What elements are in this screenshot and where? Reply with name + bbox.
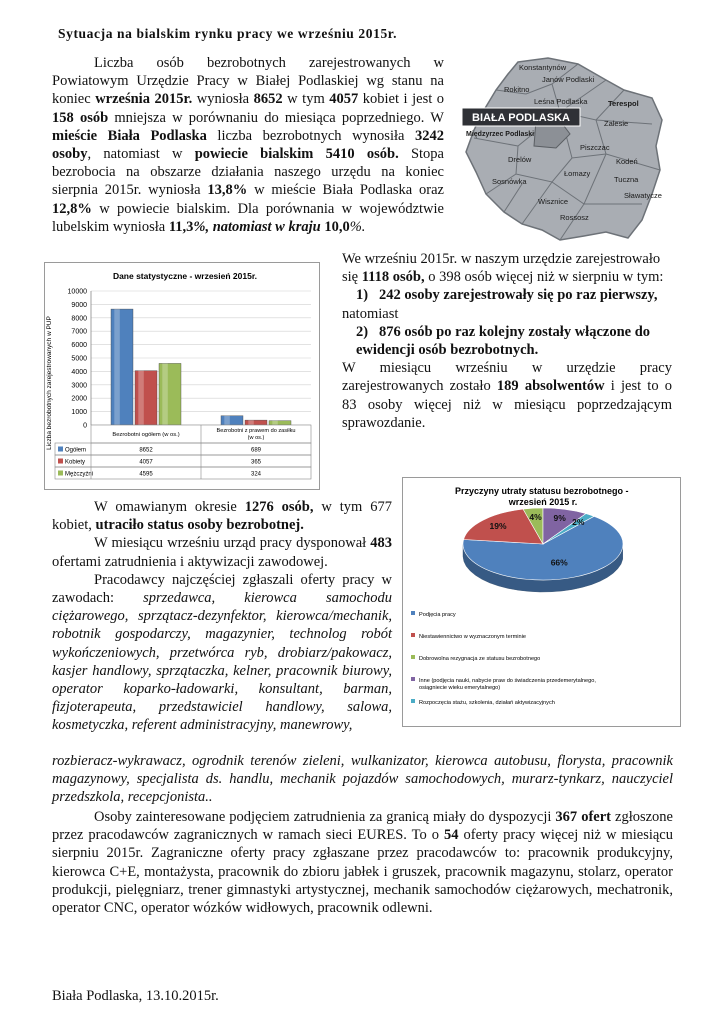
legend-swatch xyxy=(58,471,63,476)
outflow-paragraph: W omawianym okresie 1276 osób, w tym 677 kobiet, utraciło status osoby bezrobotnej. W miesiącu wrześniu urząd pracy dysponował 483 ofertami zatrudnienia i aktywizacji zawodowej. Pracodawcy najczęściej zgłaszali oferty pracy w zawodach: sprzedawca, kierowca samochodu ciężarowego, sprzątacz-dezynfektor, kierowca/mechanik, robotnik gospodarczy, magazynier, technolog robót wykończeniowych, przetwórca ryb, drobiarz/pakowacz, kasjer handlowy, sprzątaczka, kelner, pracownik biurowy, operator koparko-ładowarki, konsultant, barman, fizjoterapeuta, przedstawiciel handlowy, salowa, kosmetyczka, referent administracyjny, manewrowy, xyxy=(52,499,392,734)
legend-swatch xyxy=(411,611,415,615)
pie-data-label: 66% xyxy=(550,557,568,568)
legend-swatch xyxy=(411,699,415,703)
pie-data-label: 19% xyxy=(489,521,507,532)
map-town-label: Sławatycze xyxy=(624,191,662,200)
y-tick-label: 6000 xyxy=(71,342,87,350)
pie-chart-title-line: wrzesień 2015 r. xyxy=(508,497,578,507)
map-town-label: Piszczac xyxy=(580,143,610,152)
map-town-label: Wisznice xyxy=(538,197,569,206)
data-label: 4595 xyxy=(139,471,153,478)
bar-highlight xyxy=(272,421,278,425)
footer-date: Biała Podlaska, 13.10.2015r. xyxy=(52,988,219,1004)
intro-paragraph: Liczba osób bezrobotnych zarejestrowanych w Powiatowym Urzędzie Pracy w Białej Podlaskiej wg stanu na koniec września 2015r. wyniosła 8652 w tym 4057 kobiet i jest o 158 osób mniejsza w porównaniu do miesiąca poprzedniego. W mieście Biała Podlaska liczba bezrobotnych wynosiła 3242 osoby, natomiast w powiecie bialskim 5410 osób. Stopa bezrobocia na obszarze działania naszego urzędu na koniec sierpnia 2015r. wyniosła 13,8% w mieście Biała Podlaska oraz 12,8% w powiecie bialskim. Dla porównania w województwie lubelskim wyniosła 11,3%, natomiast w kraju 10,0%. xyxy=(52,55,445,235)
professions-continuation: rozbieracz-wykrawacz, ogrodnik terenów zieleni, wulkanizator, kierowca autobusu, florysta, pracownik magazynowy, specjalista ds. handlu, mechanik pojazdów samochodowych, murarz-tynkarz, nauczyciel przedszkola, recepcjonista.. xyxy=(52,753,673,806)
eures-paragraph: Osoby zainteresowane podjęciem zatrudnienia za granicą miały do dyspozycji 367 ofert zgłoszone przez pracodawców zagranicznych w ramach sieci EURES. To o 54 oferty pracy więcej niż w miesiącu sierpniu 2015r. Zagraniczne oferty pracy zgłaszane przez pracodawców to: pracownik produkcyjny, kierowca C+E, montażysta, pracownik do zbioru jabłek i gruszek, pracownik magazynu, stolarz, operator produkcji, pielęgniarz, trener gimnastyki artystycznej, mechanik samochodów ciężarowych, mechatronik, operator CNC, operator wózków widłowych, pracownik odlewni. xyxy=(52,809,673,917)
map-town-label: Rokitno xyxy=(504,85,530,94)
county-map xyxy=(456,54,666,244)
bar-chart-ylabel: Liczba bezrobotnych zarejestrowanych w PUP xyxy=(46,316,53,450)
map-town-label: Drelów xyxy=(508,155,532,164)
category-label: Bezrobotni z prawem do zasiłku xyxy=(216,428,296,434)
table-row xyxy=(55,467,311,479)
map-town-label: Sosnówka xyxy=(492,177,527,186)
legend-swatch xyxy=(411,655,415,659)
legend-label: osiągniecie wieku emerytalnego) xyxy=(419,685,501,691)
svg-text:BIAŁA PODLASKA: BIAŁA PODLASKA xyxy=(472,112,570,124)
map-town-label: Konstantynów xyxy=(519,63,567,72)
data-label: 365 xyxy=(250,459,262,466)
bar-highlight xyxy=(224,416,230,425)
y-tick-label: 0 xyxy=(83,422,87,430)
bar-chart-title: Dane statystyczne - wrzesień 2015r. xyxy=(112,271,258,281)
legend-label: Podjęcia pracy xyxy=(419,612,456,618)
pie-chart-title xyxy=(455,486,631,507)
map-town-label: Tuczna xyxy=(614,175,639,184)
y-tick-label: 8000 xyxy=(71,315,87,323)
y-tick-label: 10000 xyxy=(67,288,87,296)
map-town-label: Międzyrzec Podlaski xyxy=(466,131,535,138)
bar-highlight xyxy=(114,309,120,425)
legend-swatch xyxy=(58,459,63,464)
y-tick-label: 7000 xyxy=(71,328,87,336)
table-row xyxy=(55,455,311,467)
bar xyxy=(269,421,291,425)
table-row xyxy=(55,443,311,455)
bar-highlight xyxy=(138,371,144,425)
y-tick-label: 4000 xyxy=(71,368,87,376)
pie-data-label: 9% xyxy=(553,513,566,524)
map-town-label: Rossosz xyxy=(560,213,589,222)
pie-chart-title-line: Przyczyny utraty statusu bezrobotnego - xyxy=(454,486,629,496)
data-label: 8652 xyxy=(139,447,153,454)
map-town-label: Janów Podlaski xyxy=(542,75,595,84)
map-town-label: Zalesie xyxy=(604,119,629,128)
legend-label: Niestawiennictwo w wyznaczonym terminie xyxy=(419,634,526,640)
page-title: Sytuacja na bialskim rynku pracy we wrześniu 2015r. xyxy=(58,26,398,41)
y-tick-label: 9000 xyxy=(71,301,87,309)
bar-chart-panel xyxy=(44,262,320,490)
legend-swatch xyxy=(58,447,63,452)
pie-data-label: 2% xyxy=(572,517,585,528)
data-label: 689 xyxy=(250,447,262,454)
map-town-label: Leśna Podlaska xyxy=(534,97,588,106)
y-tick-label: 5000 xyxy=(71,355,87,363)
y-tick-label: 2000 xyxy=(71,395,87,403)
y-tick-label: 1000 xyxy=(71,409,87,417)
data-label: 324 xyxy=(250,471,262,478)
legend-swatch xyxy=(411,633,415,637)
legend-label: Dobrowolna rezygnacja ze statusu bezrobotnego xyxy=(419,656,541,662)
map-town-label: Łomazy xyxy=(564,169,591,178)
map-town-label: Terespol xyxy=(608,99,639,108)
legend-swatch xyxy=(411,677,415,681)
bar-highlight xyxy=(162,363,168,425)
pie-chart-panel xyxy=(402,477,681,727)
pie-data-label: 4% xyxy=(529,512,542,523)
list-item: 2) 876 osób po raz kolejny zostały włączone do ewidencji osób bezrobotnych. xyxy=(356,323,651,359)
category-label: (w os.) xyxy=(247,435,265,441)
legend-label: Rozpoczęcia stażu, szkolenia, działań aktywizacyjnych xyxy=(419,700,555,706)
bar-highlight xyxy=(248,420,254,425)
map-town-label: Kodeń xyxy=(616,157,638,166)
list-item: 1) 242 osoby zarejestrowały się po raz pierwszy, xyxy=(356,287,658,304)
data-label: 4057 xyxy=(139,459,153,466)
legend-label: Inne (podjęcia nauki, nabycie praw do świadczenia przedemerytalnego, xyxy=(419,678,596,684)
city-center-label xyxy=(462,108,580,126)
registrations-paragraph: We wrześniu 2015r. w naszym urzędzie zarejestrowało się 1118 osób, o 398 osób więcej niż w sierpniu w tym: 1) 242 osoby zarejestrowały się po raz pierwszy, natomiast 2) 876 osób po raz kolejny zostały włączone do ewidencji osób bezrobotnych. W miesiącu wrześniu w urzędzie pracy zarejestrowanych zostało 189 absolwentów i jest to o 83 osoby więcej niż w miesiącu poprzedzającym sprawozdanie. xyxy=(342,251,673,431)
legend-label: Mężczyźni xyxy=(65,471,94,478)
category-label: Bezrobotni ogółem (w os.) xyxy=(112,432,180,438)
legend-label: Kobiety xyxy=(65,459,86,466)
legend-label: Ogółem xyxy=(65,447,87,454)
y-tick-label: 3000 xyxy=(71,382,87,390)
